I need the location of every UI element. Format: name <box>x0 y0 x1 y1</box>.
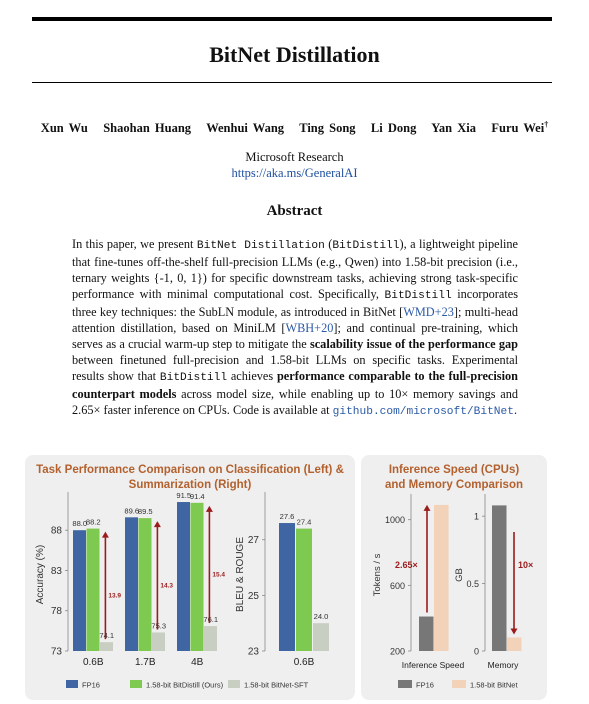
abstract-heading: Abstract <box>266 203 323 219</box>
gap-label: 15.4 <box>212 571 226 579</box>
y-tick-label: 25 <box>247 590 259 602</box>
data-label: 88.0 <box>72 519 88 529</box>
y-tick-label: 78 <box>50 606 62 618</box>
y-tick-label: 73 <box>50 646 62 658</box>
github-link[interactable]: github.com/microsoft/BitNet <box>332 406 514 418</box>
title-rule <box>32 82 552 83</box>
x-tick-label: Inference Speed <box>401 660 465 670</box>
y-axis-label: GB <box>454 568 465 582</box>
author: Shaohan Huang <box>103 121 192 136</box>
legend-label: 1.58-bit BitNet <box>470 680 518 690</box>
affiliation: Microsoft Research <box>245 150 344 164</box>
y-tick-label: 1 <box>473 511 479 522</box>
author: Li Dong <box>370 121 417 136</box>
method-name: BitNet Distillation <box>196 240 325 252</box>
citation-link[interactable]: WBH+20 <box>285 321 334 335</box>
inference-panel <box>361 455 547 700</box>
gap-label: 14.3 <box>160 582 174 590</box>
data-label: 74.1 <box>99 631 115 641</box>
gap-label: 13.9 <box>108 592 122 600</box>
x-tick-label: 0.6B <box>293 657 315 668</box>
data-label: 89.6 <box>124 506 140 516</box>
data-label: 27.4 <box>296 517 312 527</box>
memory-saving-label: 10× <box>518 560 534 570</box>
data-label: 24.0 <box>313 612 329 622</box>
y-tick-label: 1000 <box>384 515 405 526</box>
task-performance-panel <box>25 455 355 700</box>
data-label: 88.2 <box>85 517 101 527</box>
x-tick-label: Memory <box>487 660 519 670</box>
x-tick-label: 0.6B <box>82 657 104 668</box>
y-tick-label: 0.5 <box>466 579 479 590</box>
y-axis-label: Tokens / s <box>372 553 383 597</box>
author: Furu Wei <box>491 121 545 136</box>
y-tick-label: 27 <box>247 535 259 547</box>
author-list <box>0 120 589 136</box>
top-rule <box>32 17 552 21</box>
data-label: 76.1 <box>203 615 219 625</box>
y-axis-label: BLEU & ROUGE <box>235 536 246 613</box>
y-tick-label: 200 <box>389 646 405 657</box>
data-label: 91.5 <box>176 491 192 501</box>
author-footnote-mark: † <box>544 120 549 129</box>
method-abbrev: BitDistill <box>332 240 400 252</box>
legend-label: 1.58-bit BitDistill (Ours) <box>146 680 224 690</box>
x-tick-label: 4B <box>191 657 204 668</box>
y-tick-label: 600 <box>389 580 405 591</box>
task-chart-title: Task Performance Comparison on Classification (Left) & Summarization (Right) <box>36 464 344 491</box>
legend-label: FP16 <box>82 680 100 690</box>
author: Wenhui Wang <box>206 121 285 136</box>
paper-title: BitNet Distillation <box>209 42 380 67</box>
legend-label: FP16 <box>416 680 434 690</box>
y-tick-label: 83 <box>50 565 62 577</box>
data-label: 27.6 <box>279 512 295 522</box>
legend-label: 1.58-bit BitNet-SFT <box>244 680 309 690</box>
data-label: 89.5 <box>137 507 153 517</box>
citation-link[interactable]: WMD+23 <box>403 305 454 319</box>
y-axis-label: Accuracy (%) <box>35 544 46 605</box>
data-label: 75.3 <box>151 621 167 631</box>
inference-chart-title: Inference Speed (CPUs) and Memory Comparison <box>384 464 524 491</box>
speedup-label: 2.65× <box>395 560 418 570</box>
author: Yan Xia <box>431 121 476 136</box>
author: Ting Song <box>299 121 356 136</box>
y-tick-label: 0 <box>473 646 479 657</box>
y-tick-label: 88 <box>50 525 62 537</box>
y-tick-label: 23 <box>247 646 259 658</box>
author: Xun Wu <box>40 121 88 136</box>
project-link[interactable]: https://aka.ms/GeneralAI <box>231 166 358 180</box>
x-tick-label: 1.7B <box>134 657 156 668</box>
data-label: 91.4 <box>189 491 205 501</box>
abstract-text: In this paper, we present BitNet Distillation (BitDistill), a lightweight pipeline that fine-tunes off-the-shelf full-precision LLMs (e.g., Qwen) into 1.58-bit precision (i.e., ternary weights {-1, 0, 1}) for specific downstream tasks, achieving strong task-specific performance with minimal computational cost. Specifically, BitDistill incorporates three key techniques: the SubLN module, as introduced in BitNet [WMD+23]; multi-head attention distillation, based on MiniLM [WBH+20]; and continual pre-training, which serves as a crucial warm-up step to mitigate the scalability issue of the performance gap between finetuned full-precision and 1.58-bit LLMs on specific tasks. Experimental results show that BitDistill achieves performance comparable to the full-precision counterpart models across model size, while enabling up to 10× memory savings and 2.65× faster inference on CPUs. Code is available at github.com/microsoft/BitNet. <box>72 237 519 418</box>
